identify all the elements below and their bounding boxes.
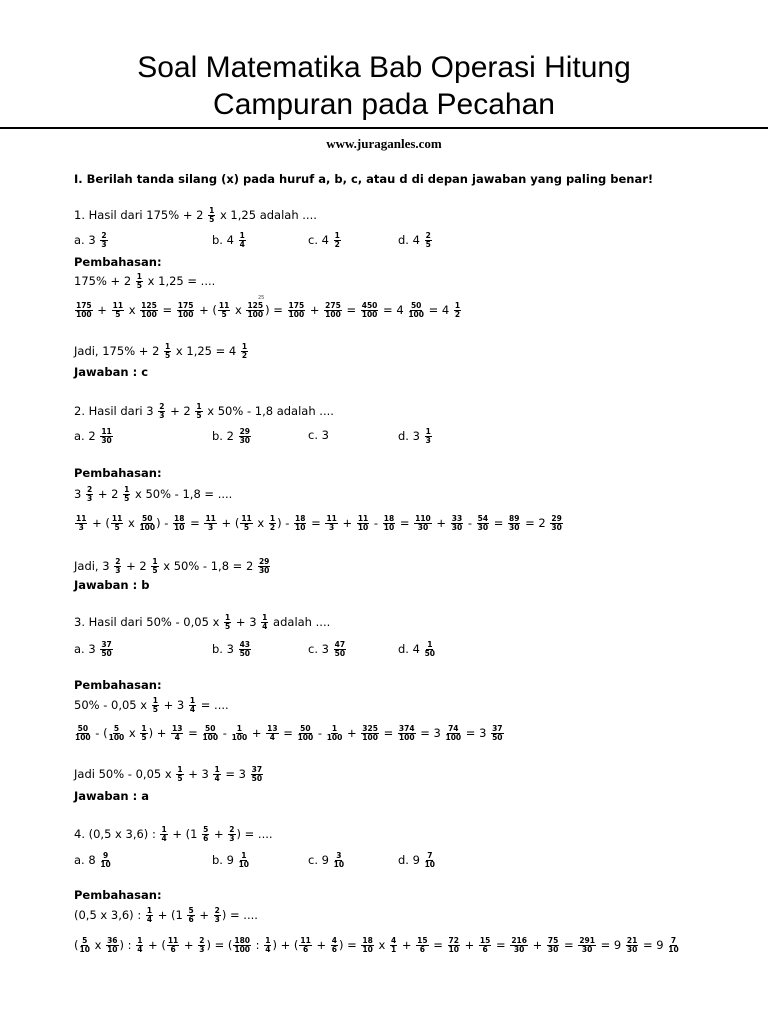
q4-step-2: ( $\frac{5}{10}$ x $\frac{36}{10}$ ) : $\frac{1}{4}$ + ( $\frac{11}{6}$ + $\frac{2}{3}$ ) = ( $\frac{180}{100}$ : $\frac{1}{4}$ ) + ( $\frac{11}{6}$ + $\frac{4}{6}$ ) = $\frac{18}{10}$ x $\frac{4}{1}$ + $\frac{15}{6}$ = $\frac{72}{10}$ + $\frac{15}{6}$ = $\frac{216}{30}$ + $\frac{75}{30}$ = $\frac{291}{30}$ = 9 $\frac{21}{30}$ = 9 $\frac{7}{10}$ xyxy=(74,936,679,954)
q3-option-a[interactable]: a. 3 $\frac{37}{50}$ xyxy=(74,640,112,658)
q2-step-2: $\frac{11}{3}$ + ( $\frac{11}{5}$ x $\frac{50}{100}$ ) - $\frac{18}{10}$ = $\frac{11}{3}$ + ( $\frac{11}{5}$ x $\frac{1}{2}$ ) - $\frac{18}{10}$ = $\frac{11}{3}$ + $\frac{11}{10}$ - $\frac{18}{10}$ = $\frac{110}{30}$ + $\frac{33}{30}$ - $\frac{54}{30}$ = $\frac{89}{30}$ = 2 $\frac{29}{30}$ xyxy=(76,514,562,532)
q4-pembahasan-label: Pembahasan: xyxy=(74,888,162,902)
instruction: I. Berilah tanda silang (x) pada huruf a, b, c, atau d di depan jawaban yang paling benar! xyxy=(74,172,654,186)
q4-question: 4. (0,5 x 3,6) : $\frac{1}{4}$ + (1 $\frac{5}{6}$ + $\frac{2}{3}$ ) = .... xyxy=(74,825,273,843)
q3-pembahasan-label: Pembahasan: xyxy=(74,678,162,692)
q1-pembahasan-label: Pembahasan: xyxy=(74,255,162,269)
q2-question: 2. Hasil dari 3 $\frac{2}{3}$ + 2 $\frac{1}{5}$ x 50% - 1,8 adalah .... xyxy=(74,402,334,420)
q3-step-1: 50% - 0,05 x $\frac{1}{5}$ + 3 $\frac{1}{4}$ = .... xyxy=(74,696,229,714)
q4-option-b[interactable]: b. 9 $\frac{1}{10}$ xyxy=(212,851,250,869)
q2-pembahasan-label: Pembahasan: xyxy=(74,466,162,480)
q2-option-d[interactable]: d. 3 $\frac{1}{3}$ xyxy=(398,427,431,445)
q3-conclusion: Jadi 50% - 0,05 x $\frac{1}{5}$ + 3 $\frac{1}{4}$ = 3 $\frac{37}{50}$ xyxy=(74,765,263,783)
q2-step-1: 3 $\frac{2}{3}$ + 2 $\frac{1}{5}$ x 50% - 1,8 = .... xyxy=(74,485,233,503)
q1-option-b[interactable]: b. 4 $\frac{1}{4}$ xyxy=(212,231,245,249)
cancel-note: 25 xyxy=(258,295,265,301)
q2-option-a[interactable]: a. 2 $\frac{11}{30}$ xyxy=(74,427,112,445)
q1-option-d[interactable]: d. 4 $\frac{2}{5}$ xyxy=(398,231,431,249)
q1-step-1: 175% + 2 $\frac{1}{5}$ x 1,25 = .... xyxy=(74,272,216,290)
title-line-1: Soal Matematika Bab Operasi Hitung xyxy=(137,51,631,84)
q3-option-b[interactable]: b. 3 $\frac{43}{50}$ xyxy=(212,640,251,658)
q1-answer: Jawaban : c xyxy=(74,365,149,379)
q4-option-a[interactable]: a. 8 $\frac{9}{10}$ xyxy=(74,851,111,869)
q2-conclusion: Jadi, 3 $\frac{2}{3}$ + 2 $\frac{1}{5}$ x 50% - 1,8 = 2 $\frac{29}{30}$ xyxy=(74,557,270,575)
q2-answer: Jawaban : b xyxy=(74,578,150,592)
q2-option-b[interactable]: b. 2 $\frac{29}{30}$ xyxy=(212,427,251,445)
q3-answer: Jawaban : a xyxy=(74,789,149,803)
q4-option-c[interactable]: c. 9 $\frac{3}{10}$ xyxy=(308,851,345,869)
q3-step-2: $\frac{50}{100}$ - ( $\frac{5}{100}$ x $\frac{1}{5}$ ) + $\frac{13}{4}$ = $\frac{50}{100}$ - $\frac{1}{100}$ + $\frac{13}{4}$ = $\frac{50}{100}$ - $\frac{1}{100}$ + $\frac{325}{100}$ = $\frac{374}{100}$ = 3 $\frac{74}{100}$ = 3 $\frac{37}{50}$ xyxy=(75,724,503,742)
q1-option-a[interactable]: a. 3 $\frac{2}{3}$ xyxy=(74,231,107,249)
q1-step-2: $\frac{175}{100}$ + $\frac{11}{5}$ x $\frac{125}{100}$ = $\frac{175}{100}$ + ( $\frac{11}{5}$ x $\frac{125}{100}$ ) = $\frac{175}{100}$ + $\frac{275}{100}$ = $\frac{450}{100}$ = 4 $\frac{50}{100}$ = 4 $\frac{1}{2}$ xyxy=(76,301,461,319)
q3-question: 3. Hasil dari 50% - 0,05 x $\frac{1}{5}$ + 3 $\frac{1}{4}$ adalah .... xyxy=(74,613,331,631)
q4-step-1: (0,5 x 3,6) : $\frac{1}{4}$ + (1 $\frac{5}{6}$ + $\frac{2}{3}$ ) = .... xyxy=(74,906,258,924)
website-link[interactable]: www.juraganles.com xyxy=(326,136,442,151)
q1-conclusion: Jadi, 175% + 2 $\frac{1}{5}$ x 1,25 = 4 $\frac{1}{2}$ xyxy=(74,342,248,360)
title-line-2: Campuran pada Pecahan xyxy=(213,88,555,121)
q2-option-c[interactable]: c. 3 xyxy=(308,428,329,442)
q4-option-d[interactable]: d. 9 $\frac{7}{10}$ xyxy=(398,851,436,869)
q1-option-c[interactable]: c. 4 $\frac{1}{2}$ xyxy=(308,231,340,249)
q1-question: 1. Hasil dari 175% + 2 $\frac{1}{5}$ x 1,25 adalah .... xyxy=(74,206,317,224)
q3-option-c[interactable]: c. 3 $\frac{47}{50}$ xyxy=(308,640,346,658)
q3-option-d[interactable]: d. 4 $\frac{1}{50}$ xyxy=(398,640,436,658)
